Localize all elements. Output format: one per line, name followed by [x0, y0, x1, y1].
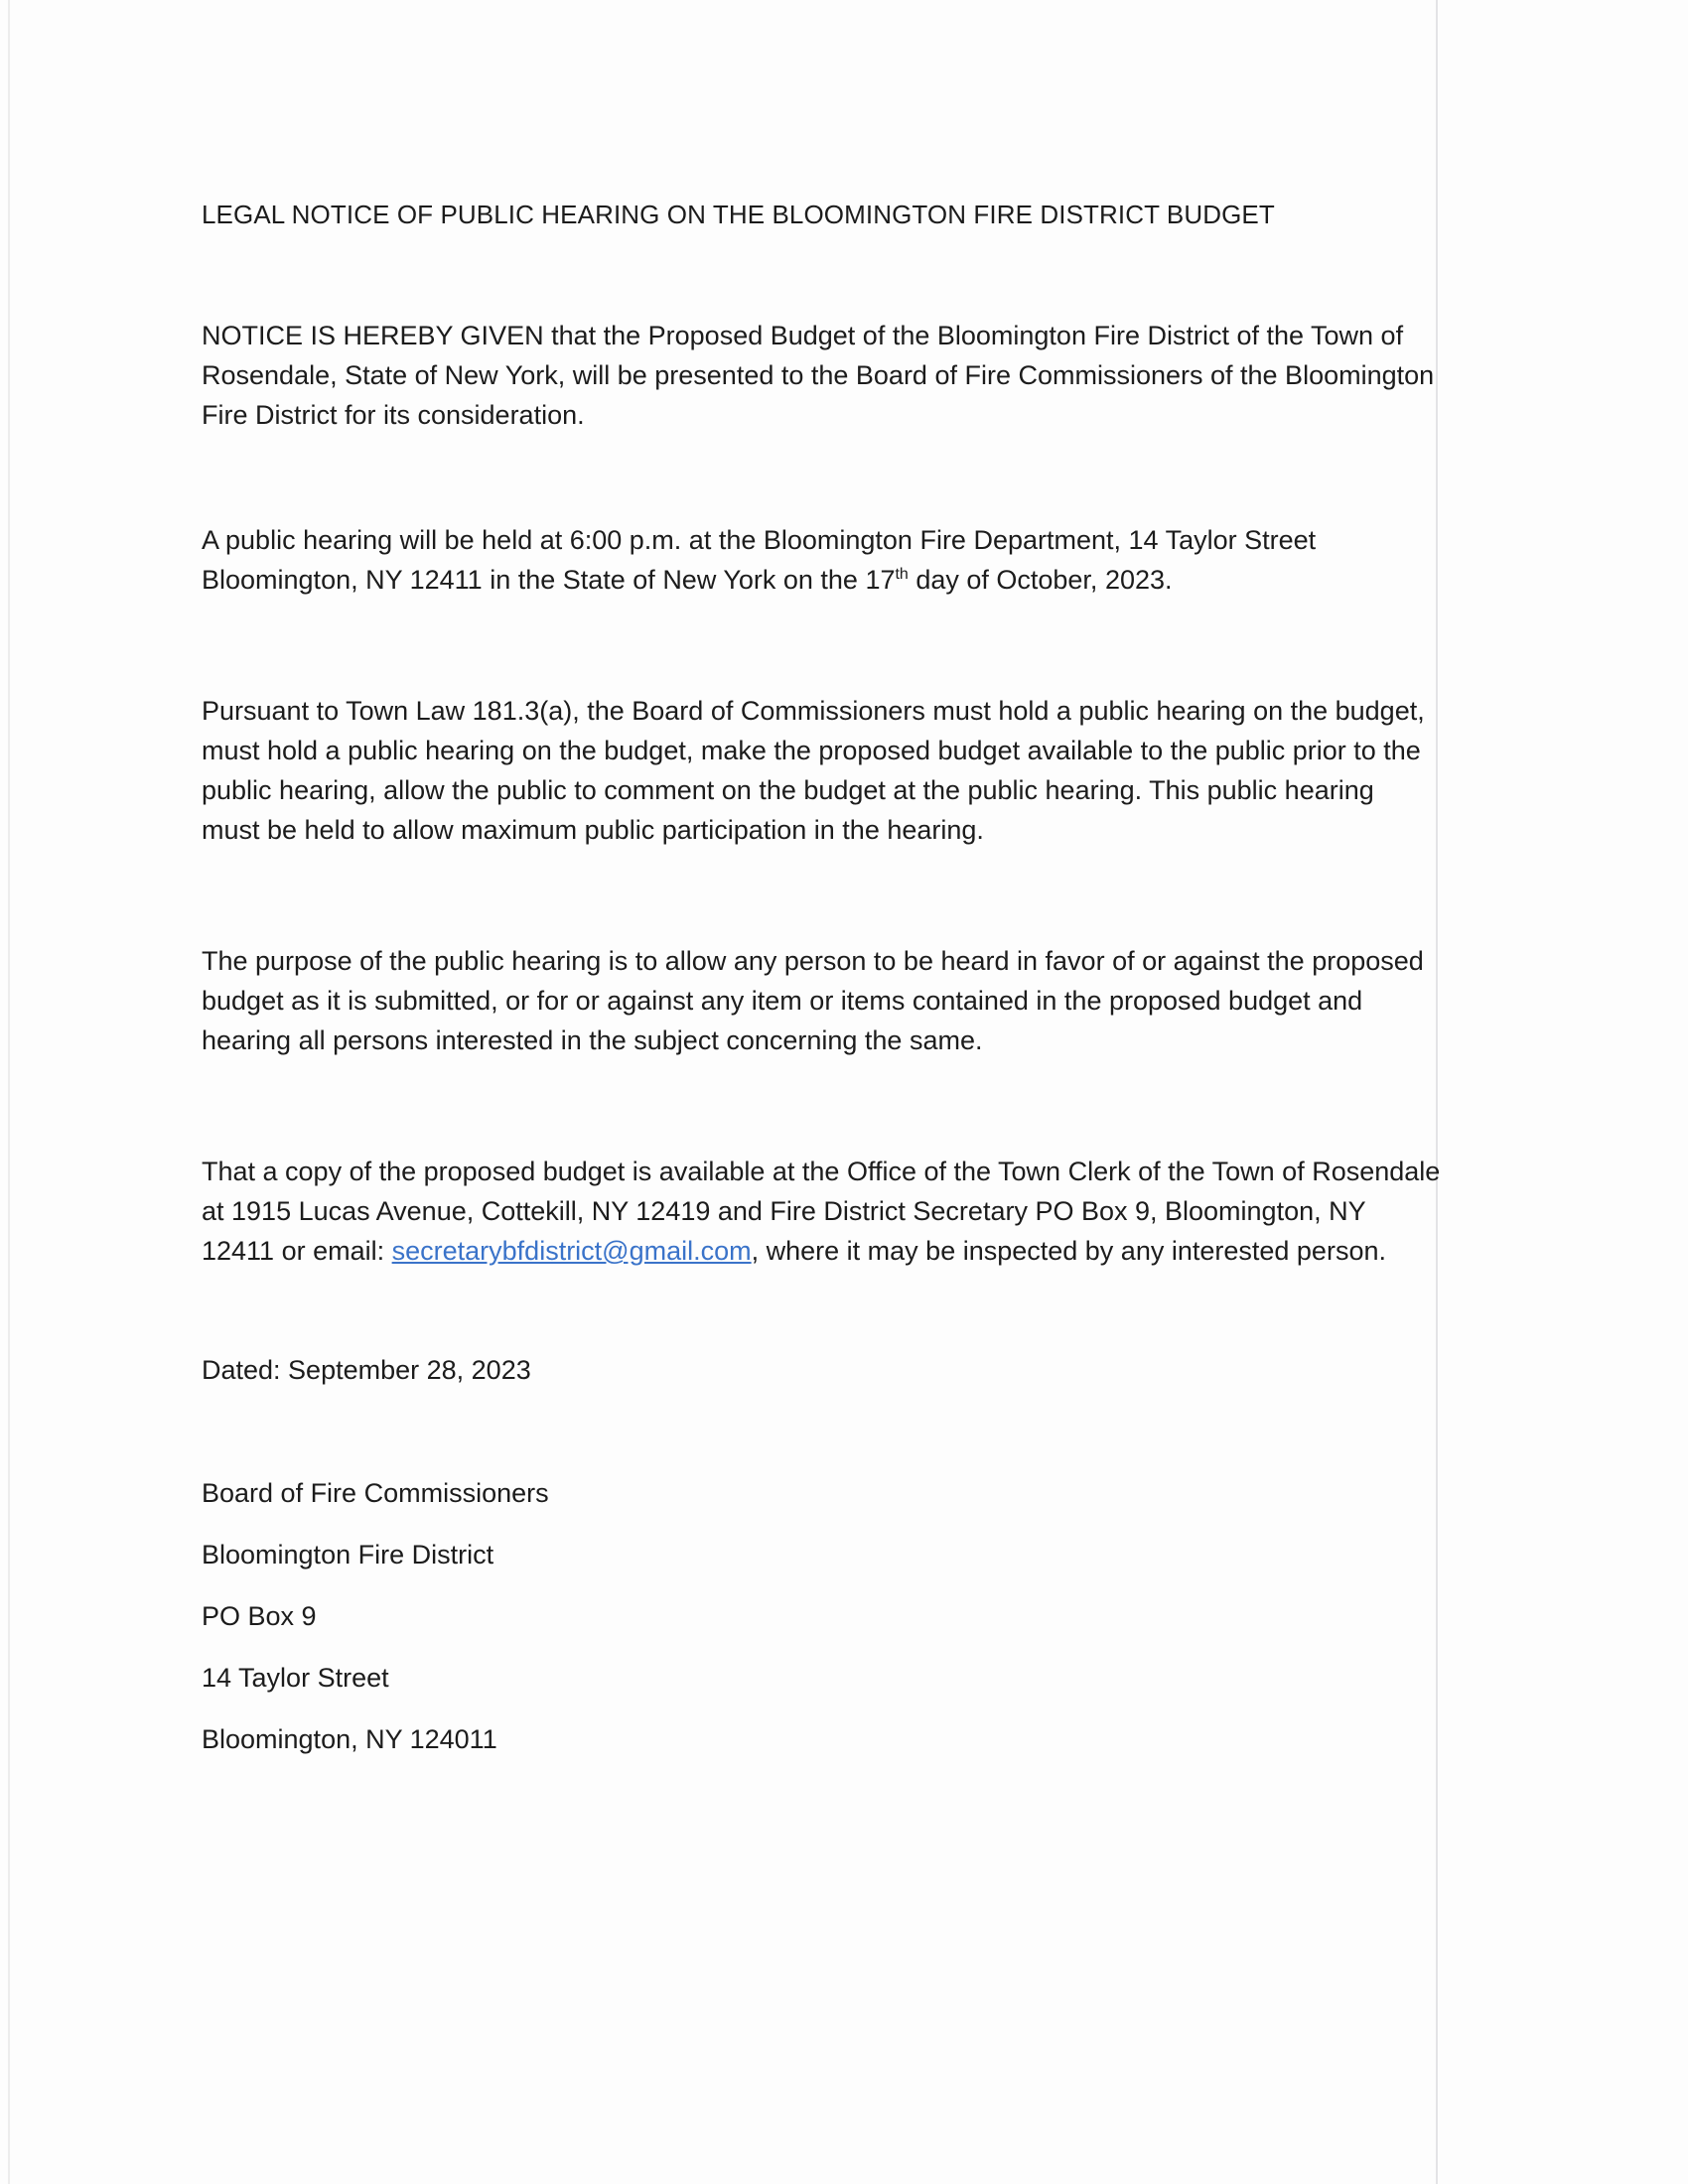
dated-line: Dated: September 28, 2023 [202, 1355, 531, 1385]
paragraph-4-line-3: hearing all persons interested in the subject concerning the same. [202, 1025, 983, 1055]
paragraph-5-line-3 [202, 1231, 1492, 1271]
signature-line-2: Bloomington Fire District [202, 1540, 494, 1570]
signature-line-3: PO Box 9 [202, 1601, 317, 1631]
notice-paragraph-1 [202, 316, 1492, 435]
paragraph-5-line-1: That a copy of the proposed budget is available at the Office of the Town Clerk of the Town of Rosendale [202, 1157, 1441, 1186]
signature-line-1: Board of Fire Commissioners [202, 1478, 549, 1508]
secretary-email-link[interactable]: secretarybfdistrict@gmail.com [391, 1236, 752, 1266]
scan-edge-left [8, 0, 10, 2184]
paragraph-1-line-3: Fire District for its consideration. [202, 400, 585, 430]
purpose-paragraph [202, 941, 1492, 1060]
budget-copy-paragraph [202, 1152, 1492, 1271]
paragraph-1-line-1: NOTICE IS HEREBY GIVEN that the Proposed Budget of the Bloomington Fire District of the Town of [202, 321, 1404, 350]
hearing-date-end: day of October, 2023. [908, 565, 1173, 595]
email-suffix: , where it may be inspected by any interested person. [751, 1236, 1386, 1266]
paragraph-3-line-1: Pursuant to Town Law 181.3(a), the Board of Commissioners must hold a public hearing on the budget, [202, 696, 1425, 726]
email-prefix: 12411 or email: [202, 1236, 392, 1266]
paragraph-3-line-4: must be held to allow maximum public participation in the hearing. [202, 815, 984, 845]
notice-title: LEGAL NOTICE OF PUBLIC HEARING ON THE BLOOMINGTON FIRE DISTRICT BUDGET [202, 200, 1275, 229]
paragraph-4-line-2: budget as it is submitted, or for or against any item or items contained in the proposed budget and [202, 986, 1363, 1016]
signature-line-4: 14 Taylor Street [202, 1663, 389, 1693]
hearing-date-start: Bloomington, NY 12411 in the State of New York on the 17 [202, 565, 896, 595]
paragraph-1-line-2: Rosendale, State of New York, will be presented to the Board of Fire Commissioners of the Bloomington [202, 360, 1435, 390]
ordinal-suffix: th [895, 566, 909, 583]
hearing-time-paragraph [202, 520, 1492, 600]
notice-body [202, 195, 1492, 1781]
paragraph-4-line-1: The purpose of the public hearing is to allow any person to be heard in favor of or against the proposed [202, 946, 1424, 976]
paragraph-2-line-2 [202, 560, 1492, 600]
paragraph-3-line-2: must hold a public hearing on the budget, make the proposed budget available to the public prior to the [202, 736, 1421, 765]
town-law-paragraph [202, 691, 1492, 850]
paragraph-2-line-1: A public hearing will be held at 6:00 p.m. at the Bloomington Fire Department, 14 Taylor Street [202, 525, 1317, 555]
paragraph-3-line-3: public hearing, allow the public to comment on the budget at the public hearing. This public hearing [202, 775, 1374, 805]
signature-line-5: Bloomington, NY 124011 [202, 1724, 497, 1754]
signature-block [202, 1473, 1492, 1759]
paragraph-5-line-2: at 1915 Lucas Avenue, Cottekill, NY 12419 and Fire District Secretary PO Box 9, Bloomington, NY [202, 1196, 1366, 1226]
